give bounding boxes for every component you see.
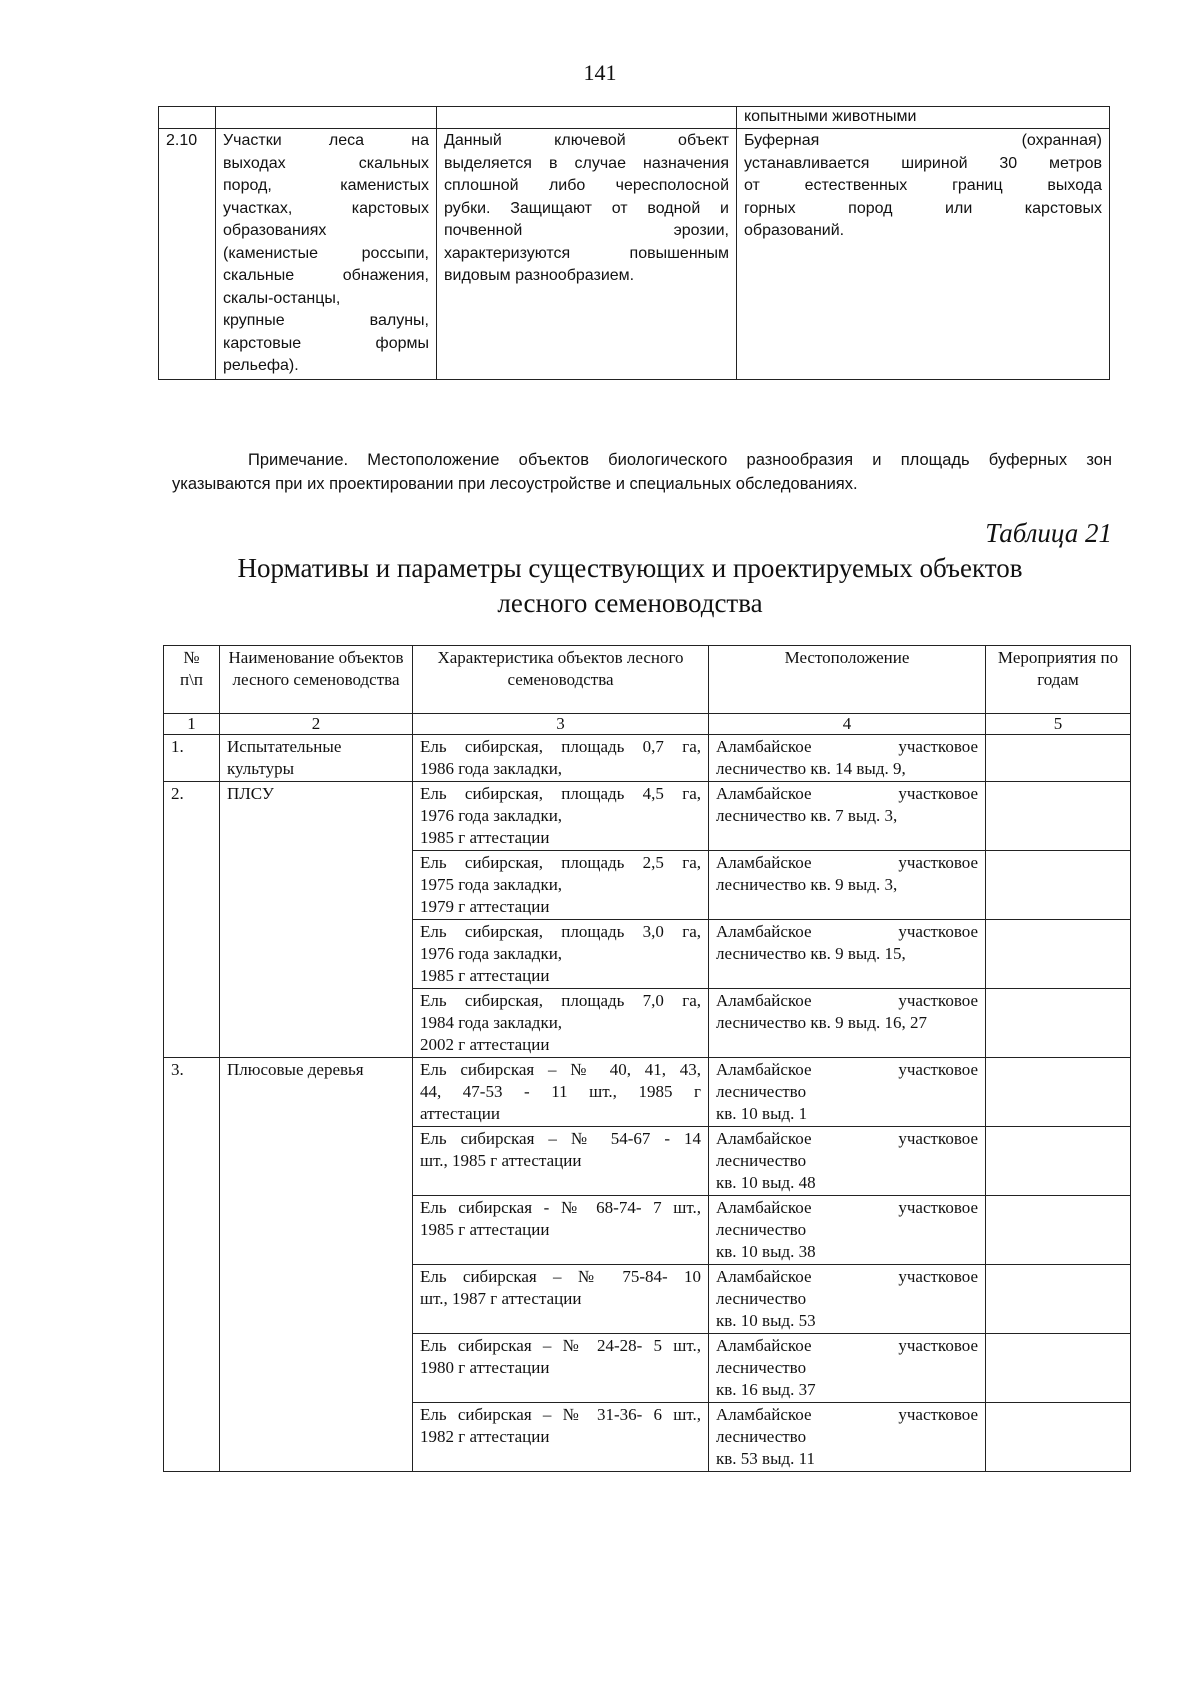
page-number: 141 [583,60,617,85]
object-characteristics [413,1403,709,1472]
activities-cell [986,1265,1131,1334]
text-line: 1975 года закладки, [420,875,563,894]
text-line: Данный ключевой объект [444,132,729,149]
text-line: почвенной эрозии, [444,222,729,239]
text-line: выделяется в случае назначения [444,154,729,172]
header-characteristics: Характеристика объектов лесного семеноводства [413,646,709,714]
text-line: ПЛСУ [227,784,274,803]
text-line: Аламбайское участковое [716,1267,978,1286]
text-line: Ель сибирская, площадь 0,7 га, [420,737,701,756]
text-line: шт., 1985 г аттестации [420,1151,582,1170]
activities-cell [986,1127,1131,1196]
object-location [709,1334,986,1403]
text-line: карстовые формы [223,334,429,352]
text-line: Ель сибирская, площадь 7,0 га, [420,991,701,1010]
header-name: Наименование объектов лесного семеноводства [220,646,413,714]
text-line: Ель сибирская – № 75-84- 10 [420,1267,701,1286]
continuation-row [159,107,1110,129]
note-line-1: Примечание. Местоположение объектов биологического разнообразия и площадь буферных зон [248,451,1112,469]
note-line-2: указываются при их проектировании при лесоустройстве и специальных обследованиях. [172,475,858,493]
text-line: лесничество [716,1220,807,1239]
text-line: 1985 г аттестации [420,828,550,847]
text-line: образований. [744,222,845,239]
table-row [164,735,1131,782]
cell [437,107,737,129]
previous-table-continuation [158,106,1110,380]
text-line: (каменистые россыпи, [223,244,429,262]
text-line: кв. 10 выд. 48 [716,1173,816,1192]
text-line: аттестации [420,1104,500,1123]
text-line: лесничество [716,1289,807,1308]
seed-objects-table [163,645,1131,1472]
text-line: Аламбайское участковое [716,853,978,872]
text-line: 44, 47-53 - 11 шт., 1985 г [420,1082,701,1101]
text-line: от естественных границ выхода [744,177,1102,194]
object-characteristics [413,920,709,989]
object-location [709,782,986,851]
text-line: 1982 г аттестации [420,1427,550,1446]
text-line: лесничество [716,1427,807,1446]
object-location [709,989,986,1058]
object-location [709,1058,986,1127]
object-characteristics [413,1196,709,1265]
text-line: горных пород или карстовых [744,199,1102,217]
table-row [164,1058,1131,1127]
activities-cell [986,989,1131,1058]
text-line: 1976 года закладки, [420,806,563,825]
table-row [159,129,1110,380]
object-name [220,735,413,782]
text-line: Аламбайское участковое [716,737,978,756]
text-line: Аламбайское участковое [716,922,978,941]
text-line: 2002 г аттестации [420,1035,550,1054]
row-number: 3. [164,1058,220,1472]
cell-continued-text: копытными животными [737,107,1110,129]
text-line: лесничество кв. 9 выд. 16, 27 [716,1013,927,1032]
text-line: 1984 года закладки, [420,1013,563,1032]
text-line: рельефа). [223,357,299,374]
table-row [164,782,1131,851]
object-name [220,1058,413,1472]
activities-cell [986,1196,1131,1265]
text-line: сплошной либо чересполосной [444,177,729,194]
text-line: Ель сибирская, площадь 4,5 га, [420,784,701,803]
table-title-line-2: лесного семеноводства [497,588,763,618]
text-line: 1979 г аттестации [420,897,550,916]
column-numbers-row [164,714,1131,735]
object-characteristics [413,851,709,920]
text-line: Аламбайское участковое [716,1405,978,1424]
column-number: 3 [413,714,709,735]
text-line: лесничество [716,1358,807,1377]
object-location [709,1127,986,1196]
activities-cell [986,735,1131,782]
object-characteristics [413,1127,709,1196]
text-line: характеризуются повышенным [444,244,729,262]
text-line: Буферная (охранная) [744,132,1102,149]
cell [159,107,216,129]
text-line: видовым разнообразием. [444,267,635,284]
object-characteristics [413,735,709,782]
header-row [164,646,1131,714]
text-line: Плюсовые деревья [227,1060,364,1079]
object-location [709,735,986,782]
text-line: лесничество [716,1082,807,1101]
activities-cell [986,851,1131,920]
column-number: 4 [709,714,986,735]
table-body [164,735,1131,1472]
object-description [437,129,737,380]
table-title-line-1: Нормативы и параметры существующих и проектируемых объектов [237,553,1023,583]
text-line: пород, каменистых [223,177,429,194]
object-characteristics [413,1058,709,1127]
text-line: Ель сибирская - № 68-74- 7 шт., [420,1198,701,1217]
text-line: рубки. Защищают от водной и [444,199,729,217]
row-number: 2. [164,782,220,1058]
activities-cell [986,920,1131,989]
text-line: кв. 10 выд. 1 [716,1104,808,1123]
header-activities: Мероприятия по годам [986,646,1131,714]
text-line: Ель сибирская, площадь 3,0 га, [420,922,701,941]
column-number: 2 [220,714,413,735]
text-line: лесничество кв. 7 выд. 3, [716,806,898,825]
row-number: 2.10 [159,129,216,380]
activities-cell [986,1058,1131,1127]
text-line: культуры [227,759,294,778]
text-line: кв. 10 выд. 38 [716,1242,816,1261]
text-line: лесничество [716,1151,807,1170]
text-line: кв. 10 выд. 53 [716,1311,816,1330]
text-line: Аламбайское участковое [716,1198,978,1217]
text-line: Испытательные [227,737,342,756]
text-line: 1980 г аттестации [420,1358,550,1377]
text-line: Ель сибирская – № 40, 41, 43, [420,1060,701,1079]
text-line: скалы-останцы, [223,289,341,307]
object-characteristics [413,989,709,1058]
text-line: лесничество кв. 9 выд. 3, [716,875,898,894]
header-number: № п\п [164,646,220,714]
text-line: лесничество кв. 9 выд. 15, [716,944,906,963]
buffer-zone-description [737,129,1110,380]
text-line: 1986 года закладки, [420,759,563,778]
header-location: Местоположение [709,646,986,714]
object-characteristics [413,782,709,851]
text-line: Участки леса на [223,132,429,149]
text-line: Аламбайское участковое [716,991,978,1010]
text-line: Ель сибирская – № 31-36- 6 шт., [420,1405,701,1424]
object-name [216,129,437,380]
object-characteristics [413,1334,709,1403]
text-line: Ель сибирская, площадь 2,5 га, [420,853,701,872]
activities-cell [986,1334,1131,1403]
note [172,448,1112,496]
table-caption: Таблица 21 [985,518,1112,548]
activities-cell [986,782,1131,851]
table-title [160,551,1100,621]
object-location [709,1403,986,1472]
object-location [709,1265,986,1334]
object-characteristics [413,1265,709,1334]
text-line: образованиях [223,222,327,239]
row-number: 1. [164,735,220,782]
text-line: 1985 г аттестации [420,1220,550,1239]
text-line: скальные обнажения, [223,267,429,284]
text-line: крупные валуны, [223,312,429,329]
text-line: Аламбайское участковое [716,1129,978,1148]
text-line: кв. 53 выд. 11 [716,1449,816,1468]
text-line: 1985 г аттестации [420,966,550,985]
column-number: 1 [164,714,220,735]
text-line: участках, карстовых [223,199,429,217]
object-location [709,851,986,920]
text-line: Аламбайское участковое [716,784,978,803]
text-line: устанавливается шириной 30 метров [744,154,1102,172]
text-line: Ель сибирская – № 54-67 - 14 [420,1129,701,1148]
text-line: шт., 1987 г аттестации [420,1289,582,1308]
text-line: кв. 16 выд. 37 [716,1380,816,1399]
text-line: выходах скальных [223,154,429,172]
cell [216,107,437,129]
activities-cell [986,1403,1131,1472]
text-line: 1976 года закладки, [420,944,563,963]
object-name [220,782,413,1058]
column-number: 5 [986,714,1131,735]
text-line: Аламбайское участковое [716,1060,978,1079]
text-line: Ель сибирская – № 24-28- 5 шт., [420,1336,701,1355]
object-location [709,1196,986,1265]
object-location [709,920,986,989]
text-line: Аламбайское участковое [716,1336,978,1355]
text-line: лесничество кв. 14 выд. 9, [716,759,906,778]
